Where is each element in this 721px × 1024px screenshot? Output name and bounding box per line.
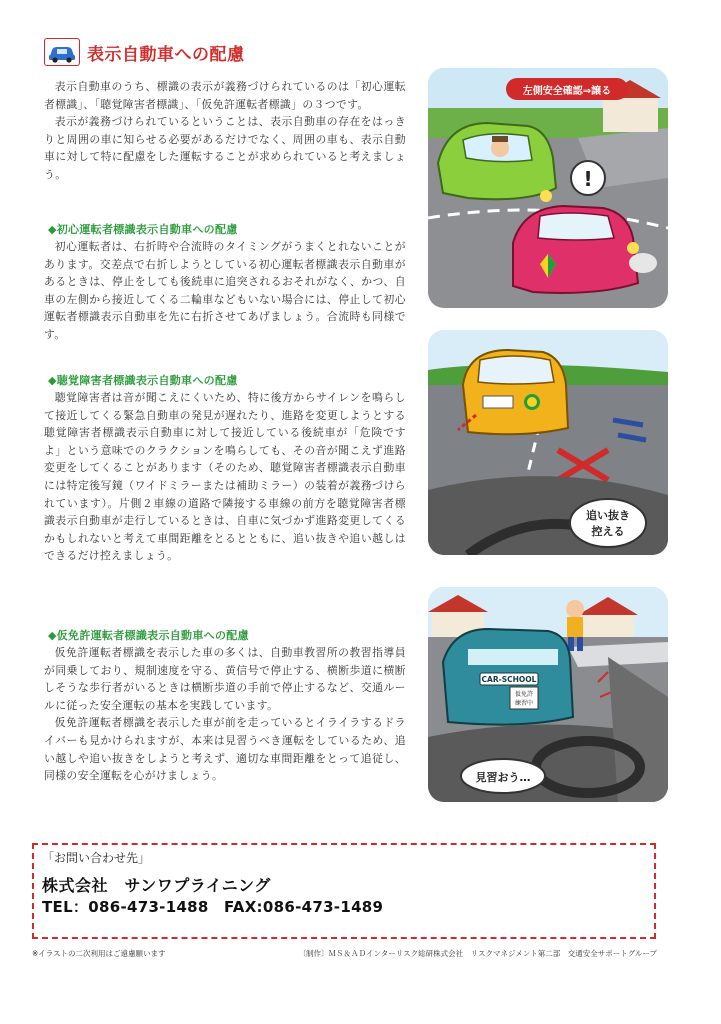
car-school-sign: CAR-SCHOOL bbox=[481, 675, 537, 684]
section-paragraph: 仮免許運転者標識を表示した車の多くは、自動車教習所の教習指導員が同乗しており、規制速度を守る、黄信号で停止する、横断歩道に横断しそうな歩行者がいるときは横断歩道の手前で停止するなど、交通ルールに従った安全運転の基本を実践しています。 bbox=[44, 646, 406, 712]
plate-line1: 仮免許 bbox=[514, 691, 534, 698]
plate-line2: 練習中 bbox=[514, 700, 534, 707]
footer-credit: 〔制作〕ＭＳ＆ＡＤインターリスク総研株式会社 リスクマネジメント第二部 交通安全サポートグループ bbox=[298, 949, 657, 958]
section-heading-provisional: ◆仮免許運転者標識表示自動車への配慮 bbox=[48, 629, 249, 642]
intro-paragraph: 表示が義務づけられているということは、表示自動車の存在をはっきりと周囲の車に知らせる必要があるだけでなく、周囲の車も、表示自動車に対して特に配慮をした運転することが求められていると考えましょう。 bbox=[44, 115, 406, 181]
section-paragraph: 初心運転者は、右折時や合流時のタイミングがうまくとれないことがあります。交差点で右折しようとしている初心運転者標識表示自動車があるときは、停止をしても後続車に追突されるおそれがなく、かつ、自車の左側から接近してくる二輪車などもいない場合には、停止して初心運転者標識表示自動車を先に右折させてあげましょう。合流時も同様です。 bbox=[44, 240, 406, 341]
section-text-beginner bbox=[44, 238, 406, 344]
section-text-hearing bbox=[44, 389, 406, 565]
bubble-pass-line2: 控える bbox=[591, 525, 625, 538]
section-paragraph: 仮免許運転者標識を表示した車が前を走っているとイライラするドライバーも見かけられますが、本来は見習うべき運転をしているため、追い越しや追い抜きをしようと考えず、適切な車間距離をとって追従し、同様の安全運転を心がけましょう。 bbox=[44, 716, 406, 783]
section-heading-hearing: ◆聴覚障害者標識表示自動車への配慮 bbox=[48, 374, 238, 387]
intro-paragraph: 表示自動車のうち、標識の表示が義務づけられているのは「初心運転者標識」、「聴覚障害者標識」、「仮免許運転者標識」の３つです。 bbox=[44, 80, 406, 111]
bubble-pass-line1: 追い抜き bbox=[586, 509, 630, 522]
intro-text bbox=[44, 78, 406, 184]
bubble-safety-check: 左側安全確認⇒譲る bbox=[522, 86, 612, 97]
car-icon bbox=[44, 38, 80, 66]
contact-company: 株式会社 サンワプライニング bbox=[42, 876, 271, 895]
section-text-provisional bbox=[44, 644, 406, 785]
contact-phone-fax: TEL：086-473-1488 FAX:086-473-1489 bbox=[42, 898, 384, 916]
illustration-hearing bbox=[428, 330, 668, 555]
section-heading-beginner: ◆初心運転者標識表示自動車への配慮 bbox=[48, 223, 238, 236]
illustration-beginner bbox=[428, 68, 668, 308]
exclaim-mark: ! bbox=[583, 167, 593, 191]
page-title: 表示自動車への配慮 bbox=[87, 45, 245, 65]
contact-box bbox=[32, 843, 656, 939]
footer-note: ※イラストの二次利用はご遠慮願います bbox=[32, 949, 166, 958]
bubble-learn: 見習おう… bbox=[475, 771, 531, 784]
illustration-provisional bbox=[428, 587, 668, 802]
section-paragraph: 聴覚障害者は音が聞こえにくいため、特に後方からサイレンを鳴らして接近してくる緊急自動車の発見が遅れたり、進路を変更しようとする聴覚障害者標識表示自動車に対して接近している後続車が「危険ですよ」という意味でのクラクションを鳴らしても、その音が聞こえず進路変更をしてくることがあります（そのため、聴覚障害者標識表示自動車には特定後写鏡（ワイドミラーまたは補助ミラー）の装着が義務づけられています）。片側２車線の道路で隣接する車線の前方を聴覚障害者標識表示自動車が走行しているときは、自車に気づかず進路変更してくるかもしれないと考えて車間距離をとるとともに、追い抜きや追い越しはできるだけ控えましょう。 bbox=[44, 391, 406, 563]
contact-label: 「お問い合わせ先」 bbox=[42, 851, 151, 865]
